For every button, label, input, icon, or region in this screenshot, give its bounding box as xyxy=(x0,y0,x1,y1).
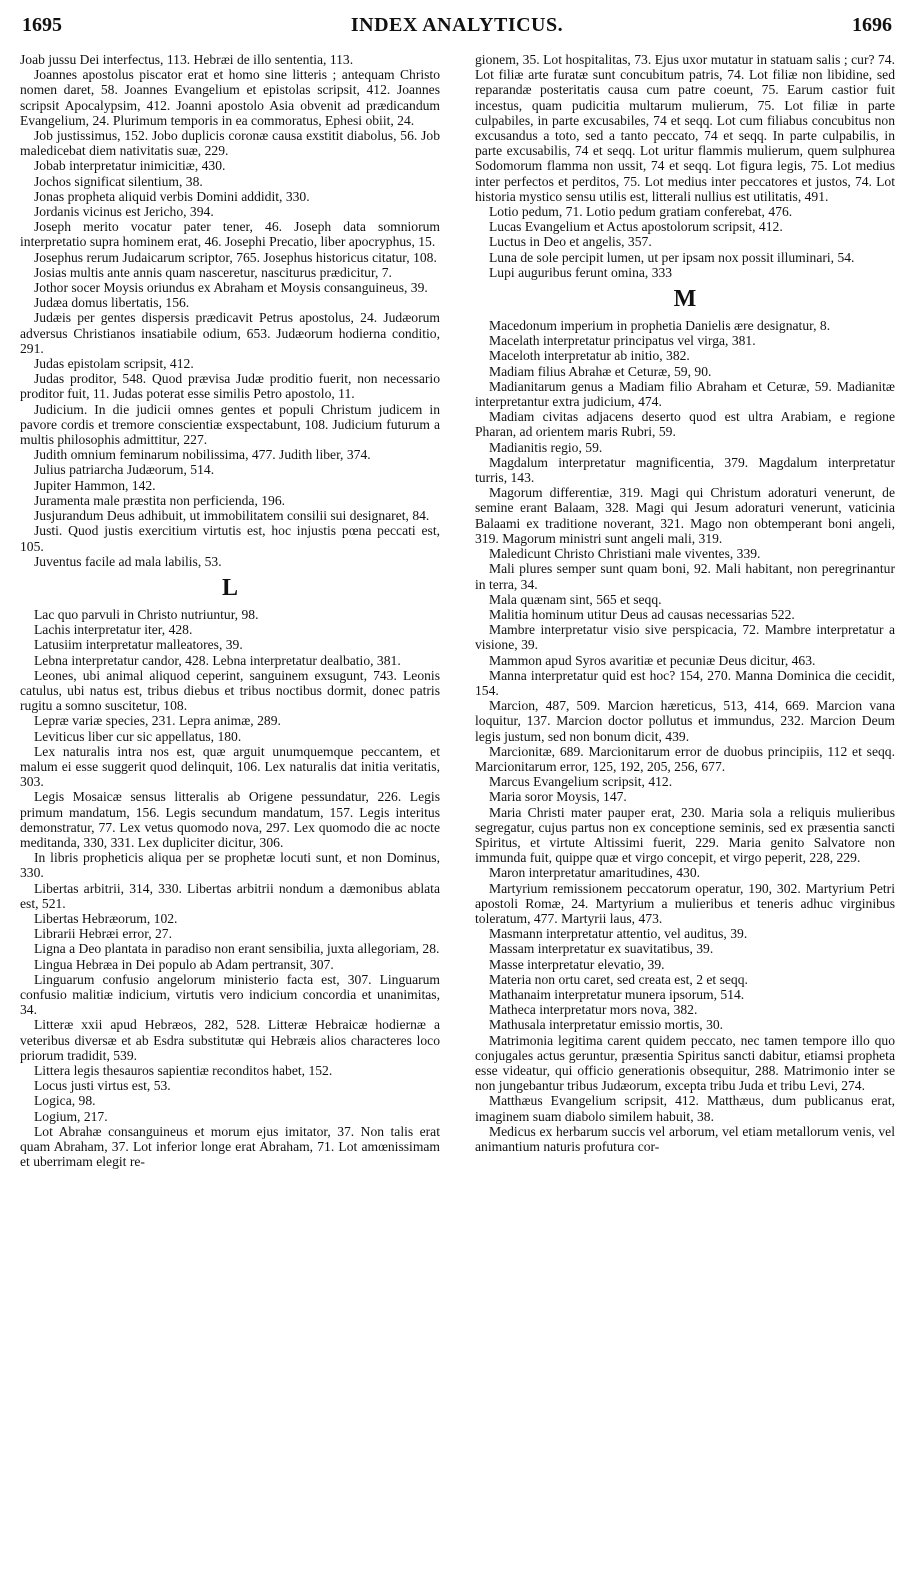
section-letter: L xyxy=(221,574,238,601)
page-number-left: 1695 xyxy=(22,14,62,36)
page-number-right: 1696 xyxy=(852,14,892,36)
index-entry: Maron interpretatur amaritudines, 430. xyxy=(489,865,701,881)
index-entry: Jonas propheta aliquid verbis Domini addidit, 330. xyxy=(34,188,310,204)
index-entry: Linguarum confusio angelorum ministerio facta est, 307. Linguarum confusio malitiæ indicium, virtutis vero indicium concordia et unanimitas, 34. xyxy=(20,971,440,1018)
index-entry: Magdalum interpretatur magnificentia, 379. Magdalum interpretatur turris, 143. xyxy=(475,454,895,486)
index-entry: Macelath interpretatur principatus vel virga, 381. xyxy=(489,333,756,349)
index-entry: Judith omnium feminarum nobilissima, 477. Judith liber, 374. xyxy=(34,447,371,463)
index-entry: Locus justi virtus est, 53. xyxy=(34,1078,171,1094)
index-entry: Josias multis ante annis quam nasceretur, nasciturus prædicitur, 7. xyxy=(34,264,392,280)
index-entry: Marcus Evangelium scripsit, 412. xyxy=(489,774,673,790)
index-entry: Lex naturalis intra nos est, quæ arguit unumquemque peccantem, et malum ei esse suggerit quod delinquit, 106. Lex naturalis dat initia veritatis, 303. xyxy=(20,743,440,790)
index-entry: Madianitis regio, 59. xyxy=(489,439,603,455)
index-entry: Litteræ xxii apud Hebræos, 282, 528. Litteræ Hebraicæ hodiernæ a veteribus diversæ et ab Esdra substitutæ qui Hebræis alios characteres loco priorum tradidit, 539. xyxy=(20,1017,440,1063)
index-entry: Mala quænam sint, 565 et seqq. xyxy=(489,591,662,607)
index-entry: Malitia hominum utitur Deus ad causas necessarias 522. xyxy=(489,606,795,622)
index-entry: Materia non ortu caret, sed creata est, 2 et seqq. xyxy=(489,971,748,987)
index-entry: gionem, 35. Lot hospitalitas, 73. Ejus uxor mutatur in statuam salis ; cur? 74. Lot filiæ arte furatæ sunt concubitum patris, 74. Lot filiæ non libidine, sed reparandæ posteritatis causa cum patre coeunt, 75. Earum castior fuit incestus, quam pudicitia multarum mulierum, 75. Lot filiæ in parte culpabiles, in parte excusabiles, 74 et seqq. Lot cum filiabus concubitus non excusandus a toto, sed a tanto peccato, 74 et seqq. In parte culpabilis, in parte excusabilis, 74 et seqq. Lot uritur flammis mulierum, quem sulphurea Sodomorum flamma non ussit, 74 et seqq. Lot figura legis, 75. Lot medius inter perfectos et perditos, 75. Lot medius inter peccatores et justos, 74. Lot historia mystico sensu utilis est, litterali nullius est utilitatis, 491. xyxy=(475,52,895,204)
index-entry: Judas epistolam scripsit, 412. xyxy=(34,356,194,372)
index-entry: Libertas Hebræorum, 102. xyxy=(34,910,178,926)
index-entry: Joannes apostolus piscator erat et homo sine litteris ; antequam Christo nomen daret, 58. Joannes Evangelium et epistolas scripsit, 412. Joannes scripsit Apocalypsim, 412. Joanni apostolo Asia obvenit ad prædicandum Evangelium, 24. Plurimum temporis in ea commoratus, Ephesi obiit, 24. xyxy=(20,67,440,128)
index-entry: Marcion, 487, 509. Marcion hæreticus, 513, 414, 669. Marcion vana loquitur, 137. Marcion doctor pollutus et immundus, 232. Marcion Deum legis justum, sed non bonum dicit, 439. xyxy=(475,698,895,744)
running-title: INDEX ANALYTICUS. xyxy=(350,14,564,36)
index-entry: Luna de sole percipit lumen, ut per ipsam nox possit illuminari, 54. xyxy=(489,249,855,265)
index-entry: Marcionitæ, 689. Marcionitarum error de duobus principiis, 112 et seqq. Marcionitarum error, 125, 192, 205, 256, 677. xyxy=(475,743,895,774)
section-letter: M xyxy=(673,286,697,313)
index-entry: Lucas Evangelium et Actus apostolorum scripsit, 412. xyxy=(489,219,783,235)
index-entry: Madiam filius Abrahæ et Ceturæ, 59, 90. xyxy=(489,363,712,379)
index-entry: Lingua Hebræa in Dei populo ab Adam pertransit, 307. xyxy=(34,956,334,972)
index-entry: Masmann interpretatur attentio, vel auditus, 39. xyxy=(489,926,748,942)
index-entry: Lepræ variæ species, 231. Lepra animæ, 289. xyxy=(34,713,281,729)
index-entry: Madianitarum genus a Madiam filio Abraham et Ceturæ, 59. Madianitæ interpretantur extra judicium, 474. xyxy=(475,378,895,410)
index-entry: Luctus in Deo et angelis, 357. xyxy=(489,234,652,250)
index-entry: Julius patriarcha Judæorum, 514. xyxy=(34,462,215,478)
index-entry: Justi. Quod justis exercitium virtutis est, hoc injustis pœna peccati est, 105. xyxy=(20,523,440,554)
index-entry: Lot Abrahæ consanguineus et morum ejus imitator, 37. Non talis erat quam Abraham, 37. Lot inferior longe erat Abraham, 71. Lot amœnissimam et uberrimam elegit re- xyxy=(20,1123,440,1170)
index-entry: Judas proditor, 548. Quod prævisa Judæ proditio fuerit, non necessario proditor fuit, 11. Judas poterat esse similis Petro apostolo, 11. xyxy=(20,371,440,402)
index-entry: Mambre interpretatur visio sive perspicacia, 72. Mambre interpretatur a visione, 39. xyxy=(475,622,895,653)
index-entry: Jochos significat silentium, 38. xyxy=(34,173,203,189)
index-entry: Lupi auguribus ferunt omina, 333 xyxy=(489,264,673,280)
index-entry: Jordanis vicinus est Jericho, 394. xyxy=(34,204,214,220)
index-entry: Lac quo parvuli in Christo nutriuntur, 98. xyxy=(34,606,259,622)
index-entry: Latusiim interpretatur malleatores, 39. xyxy=(34,637,243,653)
index-entry: Leviticus liber cur sic appellatus, 180. xyxy=(34,728,242,744)
index-entry: Manna interpretatur quid est hoc? 154, 270. Manna Dominica die cecidit, 154. xyxy=(475,667,895,698)
index-entry: Jusjurandum Deus adhibuit, ut immobilitatem consilii sui designaret, 84. xyxy=(34,508,430,524)
index-entry: Jupiter Hammon, 142. xyxy=(34,477,156,493)
index-entry: Jothor socer Moysis oriundus ex Abraham et Moysis consanguineus, 39. xyxy=(34,280,428,296)
index-entry: Masse interpretatur elevatio, 39. xyxy=(489,956,665,972)
index-entry: Librarii Hebræi error, 27. xyxy=(34,926,172,942)
index-entry: Matheca interpretatur mors nova, 382. xyxy=(489,1002,698,1018)
index-entry: Logica, 98. xyxy=(34,1093,96,1109)
index-entry: Mathusala interpretatur emissio mortis, 30. xyxy=(489,1017,724,1033)
index-entry: Littera legis thesauros sapientiæ reconditos habet, 152. xyxy=(34,1063,333,1078)
index-entry: Maceloth interpretatur ab initio, 382. xyxy=(489,348,690,364)
right-column xyxy=(475,52,895,1154)
index-entry: Maria soror Moysis, 147. xyxy=(489,789,627,805)
index-entry: Matthæus Evangelium scripsit, 412. Matthæus, dum publicanus erat, imaginem suam diabolo similem habuit, 38. xyxy=(475,1093,895,1124)
index-entry: Massam interpretatur ex suavitatibus, 39. xyxy=(489,941,714,957)
left-column xyxy=(20,52,440,1169)
index-entry: Mali plures semper sunt quam boni, 92. Mali habitant, non peregrinantur in terra, 34. xyxy=(475,561,895,592)
index-entry: Medicus ex herbarum succis vel arborum, vel etiam metallorum venis, vel animantium naturis profutura cor- xyxy=(475,1123,895,1155)
index-entry: Joab jussu Dei interfectus, 113. Hebræi de illo sententia, 113. xyxy=(20,52,354,67)
index-entry: Mathanaim interpretatur munera ipsorum, 514. xyxy=(489,986,745,1002)
index-entry: Judæa domus libertatis, 156. xyxy=(34,295,190,311)
index-entry: Legis Mosaicæ sensus litteralis ab Origene pessundatur, 226. Legis primum mandatum, 156. Legis secundum mandatum, 157. Legis interitus demonstratur, 77. Lex vetus quomodo nova, 297. Lex quomodo die ac nocte meditanda, 330, 331. Lex dupliciter dicitur, 306. xyxy=(20,789,440,850)
index-entry: Joseph merito vocatur pater tener, 46. Joseph data somniorum interpretatio supra hominem erat, 46. Josephi Precatio, liber apocryphus, 15. xyxy=(20,219,440,250)
index-entry: Logium, 217. xyxy=(34,1108,108,1124)
index-entry: Lebna interpretatur candor, 428. Lebna interpretatur dealbatio, 381. xyxy=(34,652,401,668)
index-entry: Matrimonia legitima carent quidem peccato, nec tamen tempore illo quo conjugales actus geruntur, præsentia Spiritus sancti dabitur, etiamsi propheta esse videatur, qui officio generationis obsequitur, 288. Matrimonio inter se non jungebantur tribus Judæorum, excepta tribu Juda et tribu Levi, 274. xyxy=(475,1032,895,1094)
index-entry: In libris propheticis aliqua per se prophetæ locuti sunt, et non Dominus, 330. xyxy=(20,850,440,881)
index-entry: Maria Christi mater pauper erat, 230. Maria sola a reliquis mulieribus segregatur, cujus partus non ex conceptione seminis, sed ex præsentia sancti Spiritus, et virtute Altissimi fuerit, 229. Maria genito Salvatore non immunda fuit, quippe quæ et virgo concepit, et virgo peperit, 228, 229. xyxy=(475,804,895,866)
index-entry: Juventus facile ad mala labilis, 53. xyxy=(34,553,222,569)
index-entry: Juramenta male præstita non perficienda, 196. xyxy=(34,492,286,508)
page-header xyxy=(0,12,914,42)
index-entry: Judicium. In die judicii omnes gentes et populi Christum judicem in pavore cordis et tremore conscientiæ exspectabunt, 108. Judicium futurum a multis philosophis admittitur, 227. xyxy=(20,401,440,448)
index-entry: Martyrium remissionem peccatorum operatur, 190, 302. Martyrium Petri apostoli Romæ, 24. Martyrium a mulieribus et teneris adhuc virginibus toleratum, 477. Martyrii laus, 473. xyxy=(475,880,895,926)
index-entry: Libertas arbitrii, 314, 330. Libertas arbitrii nondum a dæmonibus ablata est, 521. xyxy=(20,880,440,911)
index-entry: Madiam civitas adjacens deserto quod est ultra Arabiam, e regione Pharan, ad orientem maris Rubri, 59. xyxy=(475,409,895,440)
index-entry: Lachis interpretatur iter, 428. xyxy=(34,622,193,638)
index-entry: Judæis per gentes dispersis prædicavit Petrus apostolus, 24. Judæorum adversus Christianos insatiabile odium, 653. Judæorum hodierna conditio, 291. xyxy=(20,310,440,356)
index-entry: Josephus rerum Judaicarum scriptor, 765. Josephus historicus citatur, 108. xyxy=(34,249,437,265)
index-entry: Mammon apud Syros avaritiæ et pecuniæ Deus dicitur, 463. xyxy=(489,652,816,668)
index-entry: Macedonum imperium in prophetia Danielis ære designatur, 8. xyxy=(489,318,831,334)
index-entry: Magorum differentiæ, 319. Magi qui Christum adoraturi venerunt, de semine erant Balaam, 328. Magi qui Jesum adoraturi venerunt, vaticinia Balaami ex traditione noverant, 321. Mago non obtemperant boni angeli, 319. Magorum ministri sunt angeli mali, 319. xyxy=(475,485,895,546)
index-entry: Ligna a Deo plantata in paradiso non erant sensibilia, juxta allegoriam, 28. xyxy=(34,941,440,957)
index-entry: Lotio pedum, 71. Lotio pedum gratiam conferebat, 476. xyxy=(489,204,793,220)
index-entry: Maledicunt Christo Christiani male viventes, 339. xyxy=(489,546,761,562)
index-entry: Job justissimus, 152. Jobo duplicis coronæ causa exstitit diabolus, 56. Job maledicebat diem nativitatis suæ, 229. xyxy=(20,128,440,159)
index-entry: Leones, ubi animal aliquod ceperint, sanguinem exsugunt, 743. Leonis catulus, ubi natus est, tribus diebus et tribus noctibus dormit, donec patris rugitu a somno suscitetur, 108. xyxy=(20,667,440,714)
index-entry: Jobab interpretatur inimicitiæ, 430. xyxy=(34,158,226,174)
